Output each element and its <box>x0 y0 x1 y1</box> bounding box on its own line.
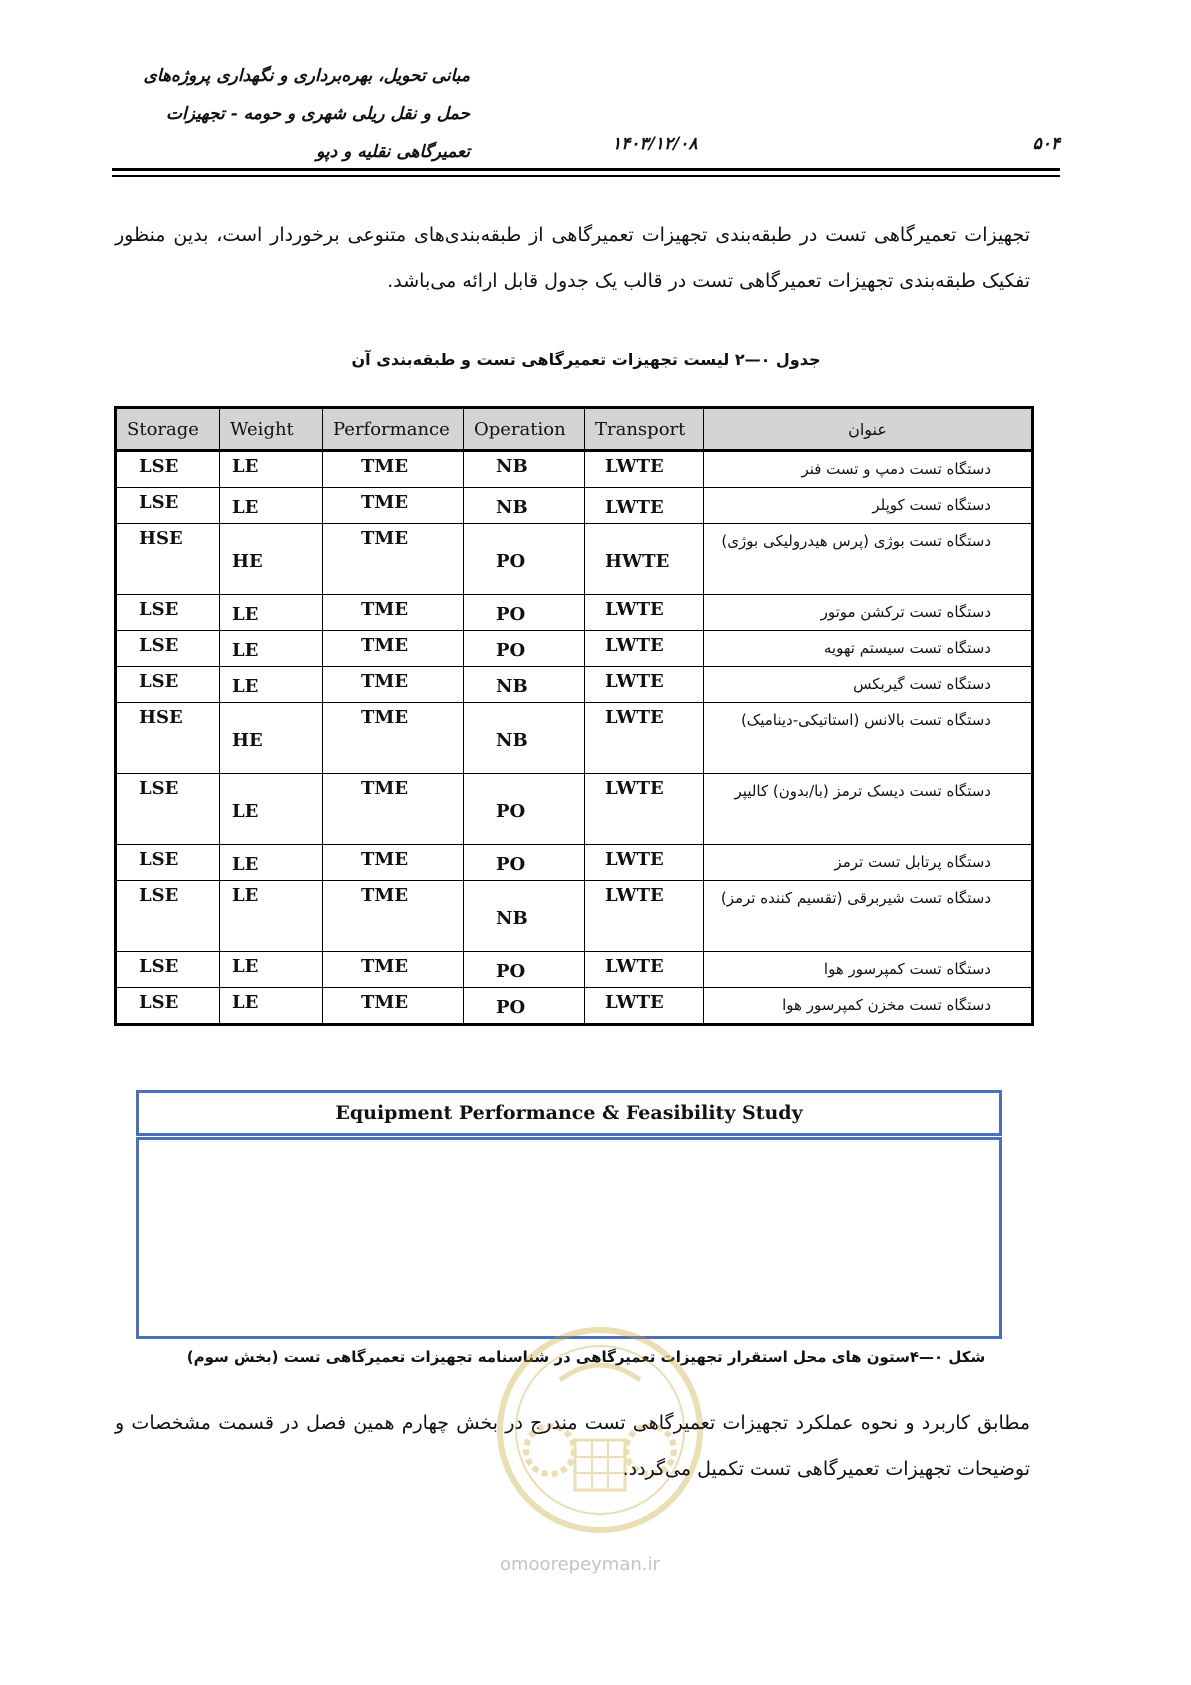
header-title-line1: مبانی تحویل، بهره‌برداری و نگهداری پروژه‌های <box>143 66 470 86</box>
cell-title: دستگاه تست شیربرقی (تقسیم کننده ترمز) <box>704 881 1033 952</box>
cell-title: دستگاه پرتابل تست ترمز <box>704 845 1033 881</box>
cell-performance: TME <box>323 952 464 988</box>
cell-operation: PO <box>464 988 585 1025</box>
header-title-line3: تعمیرگاهی نقلیه و دپو <box>316 142 470 162</box>
cell-operation: NB <box>464 667 585 703</box>
cell-performance: TME <box>323 524 464 595</box>
table-row <box>116 451 1033 488</box>
cell-weight: LE <box>220 451 323 488</box>
cell-title: دستگاه تست کوپلر <box>704 488 1033 524</box>
cell-title: دستگاه تست بوژی (پرس هیدرولیکی بوژی) <box>704 524 1033 595</box>
cell-performance: TME <box>323 845 464 881</box>
cell-operation: NB <box>464 703 585 774</box>
header-title-line2: حمل و نقل ریلی شهری و حومه - تجهیزات <box>165 104 470 124</box>
cell-title: دستگاه تست گیربکس <box>704 667 1033 703</box>
cell-transport: LWTE <box>585 703 704 774</box>
header-date: ۱۴۰۳/۱۲/۰۸ <box>612 134 698 154</box>
cell-transport: LWTE <box>585 952 704 988</box>
cell-transport: LWTE <box>585 667 704 703</box>
cell-weight: LE <box>220 845 323 881</box>
cell-storage: LSE <box>116 988 220 1025</box>
cell-weight: LE <box>220 488 323 524</box>
cell-operation: PO <box>464 774 585 845</box>
cell-weight: HE <box>220 703 323 774</box>
cell-weight: LE <box>220 988 323 1025</box>
header-rule-thick <box>112 168 1060 171</box>
cell-storage: LSE <box>116 952 220 988</box>
cell-storage: LSE <box>116 451 220 488</box>
cell-operation: PO <box>464 631 585 667</box>
cell-operation: NB <box>464 451 585 488</box>
table-row <box>116 952 1033 988</box>
cell-weight: LE <box>220 952 323 988</box>
cell-weight: LE <box>220 774 323 845</box>
cell-operation: PO <box>464 524 585 595</box>
cell-operation: PO <box>464 845 585 881</box>
cell-performance: TME <box>323 703 464 774</box>
cell-performance: TME <box>323 488 464 524</box>
table-row <box>116 845 1033 881</box>
header-performance: Performance <box>323 408 464 451</box>
table-row <box>116 774 1033 845</box>
cell-storage: LSE <box>116 667 220 703</box>
header-weight: Weight <box>220 408 323 451</box>
cell-title: دستگاه تست ترکشن موتور <box>704 595 1033 631</box>
cell-operation: NB <box>464 881 585 952</box>
table-caption: جدول ۰—۲ لیست تجهیزات تعمیرگاهی تست و طبقه‌بندی آن <box>351 350 821 369</box>
cell-operation: PO <box>464 595 585 631</box>
table-row <box>116 703 1033 774</box>
header-transport: Transport <box>585 408 704 451</box>
cell-operation: PO <box>464 952 585 988</box>
table-row <box>116 667 1033 703</box>
cell-storage: LSE <box>116 774 220 845</box>
figure-caption: شکل ۰—۴ستون های محل استقرار تجهیزات تعمیرگاهی در شناسنامه تجهیزات تعمیرگاهی تست (بخش سوم) <box>186 1348 986 1366</box>
page-header <box>112 58 1060 178</box>
table-row <box>116 631 1033 667</box>
cell-title: دستگاه تست مخزن کمپرسور هوا <box>704 988 1033 1025</box>
cell-transport: LWTE <box>585 631 704 667</box>
cell-performance: TME <box>323 881 464 952</box>
cell-transport: HWTE <box>585 524 704 595</box>
cell-performance: TME <box>323 988 464 1025</box>
cell-performance: TME <box>323 451 464 488</box>
cell-storage: HSE <box>116 524 220 595</box>
cell-storage: LSE <box>116 881 220 952</box>
cell-title: دستگاه تست دیسک ترمز (با/بدون) کالیپر <box>704 774 1033 845</box>
cell-transport: LWTE <box>585 774 704 845</box>
cell-weight: LE <box>220 881 323 952</box>
cell-title: دستگاه تست کمپرسور هوا <box>704 952 1033 988</box>
cell-storage: LSE <box>116 595 220 631</box>
study-title: Equipment Performance & Feasibility Study <box>335 1102 803 1124</box>
cell-operation: NB <box>464 488 585 524</box>
cell-performance: TME <box>323 774 464 845</box>
cell-weight: LE <box>220 631 323 667</box>
header-operation: Operation <box>464 408 585 451</box>
closing-paragraph: مطابق کاربرد و نحوه عملکرد تجهیزات تعمیرگاهی تست مندرج در بخش چهارم همین فصل در قسمت مشخصات و توضیحات تجهیزات تعمیرگاهی تست تکمیل می‌گردد. <box>115 1412 1030 1480</box>
table-header-row <box>116 408 1033 451</box>
table-row <box>116 881 1033 952</box>
cell-storage: LSE <box>116 631 220 667</box>
watermark-url: omoorepeyman.ir <box>500 1554 660 1575</box>
cell-performance: TME <box>323 595 464 631</box>
cell-title: دستگاه تست دمپ و تست فنر <box>704 451 1033 488</box>
cell-weight: LE <box>220 667 323 703</box>
cell-performance: TME <box>323 667 464 703</box>
header-storage: Storage <box>116 408 220 451</box>
header-rule-thin <box>112 175 1060 177</box>
study-body-box <box>136 1137 1002 1339</box>
page-number: ۵۰۴ <box>1032 134 1060 154</box>
cell-transport: LWTE <box>585 451 704 488</box>
cell-transport: LWTE <box>585 881 704 952</box>
cell-transport: LWTE <box>585 595 704 631</box>
cell-weight: HE <box>220 524 323 595</box>
cell-transport: LWTE <box>585 988 704 1025</box>
equipment-table <box>114 406 1034 1026</box>
table-row <box>116 595 1033 631</box>
table-row <box>116 524 1033 595</box>
cell-performance: TME <box>323 631 464 667</box>
header-title: عنوان <box>704 408 1033 451</box>
cell-transport: LWTE <box>585 845 704 881</box>
cell-transport: LWTE <box>585 488 704 524</box>
intro-paragraph: تجهیزات تعمیرگاهی تست در طبقه‌بندی تجهیزات تعمیرگاهی از طبقه‌بندی‌های متنوعی برخوردار است، بدین منظور تفکیک طبقه‌بندی تجهیزات تعمیرگاهی تست در قالب یک جدول قابل ارائه می‌باشد. <box>115 224 1030 292</box>
cell-storage: HSE <box>116 703 220 774</box>
cell-title: دستگاه تست بالانس (استاتیکی-دینامیک) <box>704 703 1033 774</box>
cell-storage: LSE <box>116 845 220 881</box>
table-row <box>116 988 1033 1025</box>
cell-storage: LSE <box>116 488 220 524</box>
cell-title: دستگاه تست سیستم تهویه <box>704 631 1033 667</box>
table-row <box>116 488 1033 524</box>
cell-weight: LE <box>220 595 323 631</box>
study-title-box <box>136 1090 1002 1136</box>
